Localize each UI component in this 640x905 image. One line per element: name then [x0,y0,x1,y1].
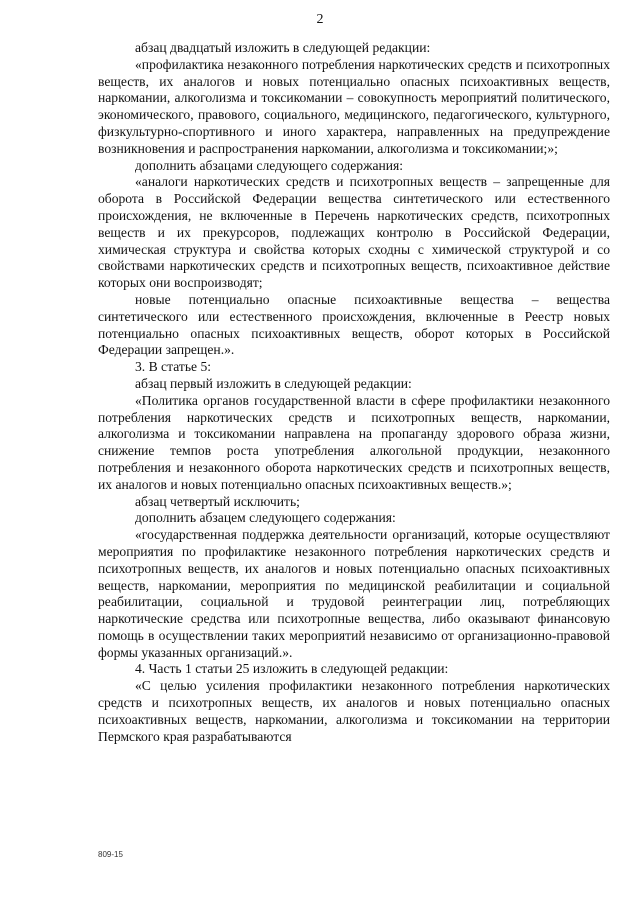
paragraph: 4. Часть 1 статьи 25 изложить в следующей редакции: [135,661,449,677]
paragraph: абзац первый изложить в следующей редакции: [135,375,412,391]
paragraph: «Политика органов государственной власти в сфере профилактики незаконного потребления наркотических средств и психотропных веществ, наркомании, алкоголизма и токсикомании направлена на пропаганду здорового образа жизни, снижение темпов роста употребления алкогольной продукции, незаконного потребления и незаконного оборота наркотических средств и психотропных веществ, их аналогов и новых потенциально опасных психоактивных веществ.»; [98,392,610,492]
paragraph: абзац четвертый исключить; [135,493,300,509]
paragraph: дополнить абзацами следующего содержания: [135,157,404,173]
body-text [98,40,610,745]
page-number: 2 [316,12,324,27]
document-code: 809-15 [98,850,123,859]
paragraph: абзац двадцатый изложить в следующей редакции: [135,40,431,55]
paragraph: «аналоги наркотических средств и психотропных веществ – запрещенные для оборота в Российской Федерации вещества синтетического или естественного происхождения, не включенные в Перечень наркотических средств, психотропных веществ и их прекурсоров, подлежащих контролю в Российской Федерации, химическая структура и свойства которых сходны с химической структурой и со свойствами наркотических средств и психотропных веществ, психоактивное действие которых они воспроизводят; [98,174,610,291]
paragraph: «государственная поддержка деятельности организаций, которые осуществляют мероприятия по профилактике незаконного потребления наркотических средств и психотропных веществ, их аналогов и новых потенциально опасных психоактивных веществ, наркомании, мероприятия по медицинской реабилитации и социальной реабилитации, социальной и трудовой реинтеграции лиц, потребляющих наркотические средства или психотропные вещества, либо оказывают финансовую помощь в осуществлении таких мероприятий независимо от организационно-правовой формы указанных организаций.». [98,527,610,660]
paragraph: «профилактика незаконного потребления наркотических средств и психотропных веществ, их аналогов и новых потенциально опасных психоактивных веществ, наркомании, алкоголизма и токсикомании – совокупность мероприятий политического, экономического, правового, социального, медицинского, педагогического, культурного, физкультурно-спортивного и иного характера, направленных на предупреждение возникновения и распространения наркомании, алкоголизма и токсикомании;»; [98,56,610,156]
paragraph: «С целью усиления профилактики незаконного потребления наркотических средств и психотропных веществ, их аналогов и новых потенциально опасных психоактивных веществ, наркомании, алкоголизма и токсикомании на территории Пермского края разрабатываются [98,678,610,744]
paragraph: дополнить абзацем следующего содержания: [135,510,396,526]
paragraph: 3. В статье 5: [135,359,212,375]
paragraph: новые потенциально опасные психоактивные вещества – вещества синтетического или естественного происхождения, включенные в Реестр новых потенциально опасных психоактивных веществ, оборот которых в Российской Федерации запрещен.». [98,291,610,358]
